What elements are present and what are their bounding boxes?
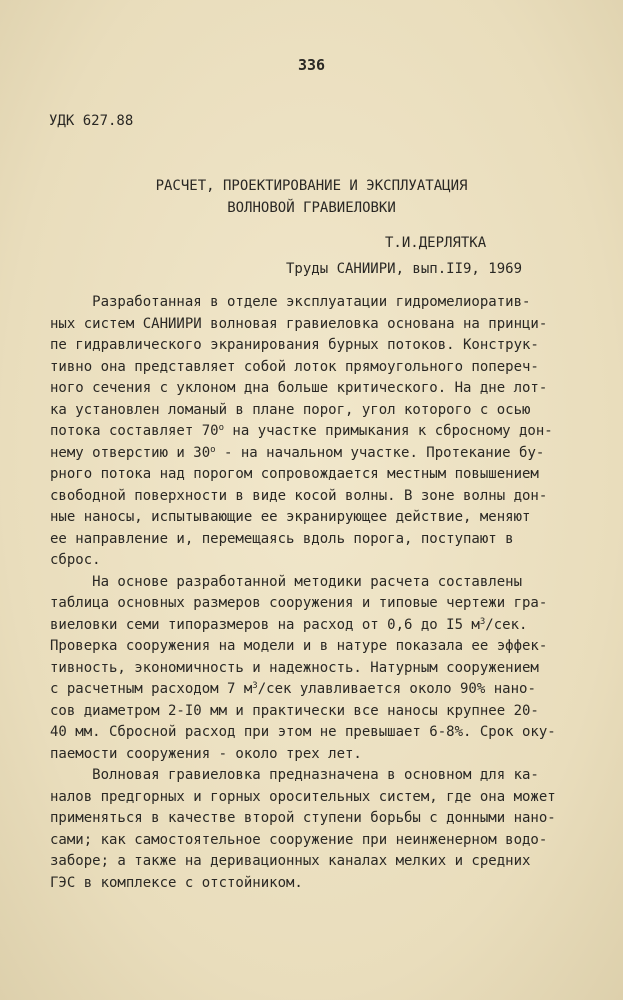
text-line: ные наносы, испытывающие ее экранирующее действие, меняют: [50, 509, 531, 525]
text-fragment: с расчетным расходом 7 м: [50, 681, 253, 697]
text-line: [50, 421, 556, 443]
text-line: сброс.: [50, 552, 101, 568]
text-line: Волновая гравиеловка предназначена в основном для ка-: [50, 767, 539, 783]
text-fragment: /сек.: [485, 616, 528, 633]
text-fragment: потока составляет 70: [50, 423, 219, 439]
text-fragment: виеловки семи типоразмеров на расход от 0,6 до I5 м: [50, 616, 480, 633]
text-line: налов предгорных и горных оросительных систем, где она может: [50, 788, 556, 805]
text-line: Проверка сооружения на модели и в натуре показала ее эффек-: [50, 638, 548, 654]
text-line: рного потока над порогом сопровождается местным повышением: [50, 466, 539, 482]
text-line: ее направление и, перемещаясь вдоль порога, поступают в: [50, 530, 514, 547]
author: Т.И.ДЕРЛЯТКА: [385, 235, 487, 251]
text-line: таблица основных размеров сооружения и типовые чертежи гра-: [50, 595, 548, 611]
cube-sup: 3: [479, 616, 486, 627]
text-line: На основе разработанной методики расчета составлены: [50, 573, 523, 590]
text-line: свободной поверхности в виде косой волны. В зоне волны дон-: [50, 487, 548, 504]
title-line: ВОЛНОВОЙ ГРАВИЕЛОВКИ: [227, 200, 396, 216]
text-line: сов диаметром 2-I0 мм и практически все наносы крупнее 20-: [50, 702, 539, 719]
degree-sup: o: [218, 423, 224, 433]
text-line: сами; как самостоятельное сооружение при неинженерном водо-: [50, 831, 548, 848]
text-line: [50, 443, 556, 465]
text-fragment: /сек улавливается около 90% нано-: [257, 681, 536, 697]
text-fragment: - на начальном участке. Протекание бу-: [215, 444, 545, 461]
text-line: ГЭС в комплексе с отстойником.: [50, 874, 303, 891]
page-number: 336: [297, 56, 326, 74]
article-title: [0, 175, 623, 219]
text-fragment: на участке примыкания к сбросному дон-: [224, 423, 553, 439]
text-line: паемости сооружения - около трех лет.: [50, 745, 362, 762]
text-line: применяться в качестве второй ступени борьбы с донными нано-: [50, 810, 556, 826]
text-line: 40 мм. Сбросной расход при этом не превышает 6-8%. Срок оку-: [50, 724, 556, 740]
udk-code: УДК 627.88: [49, 113, 134, 129]
source-reference: Труды САНИИРИ, вып.II9, 1969: [286, 261, 523, 277]
text-line: ного сечения с уклоном дна больше критического. На дне лот-: [50, 380, 548, 396]
degree-sup: o: [210, 444, 216, 455]
text-line: ка установлен ломаный в плане порог, угол которого с осью: [50, 401, 531, 418]
text-line: тивно она представляет собой лоток прямоугольного попереч-: [50, 358, 539, 375]
cube-sup: 3: [252, 681, 258, 691]
text-line: ных систем САНИИРИ волновая гравиеловка основана на принци-: [50, 315, 548, 332]
text-line: заборе; а также на деривационных каналах мелких и средних: [50, 853, 531, 869]
text-line: [50, 615, 556, 637]
text-line: [50, 679, 556, 701]
body-text: [50, 292, 556, 894]
title-line: РАСЧЕТ, ПРОЕКТИРОВАНИЕ И ЭКСПЛУАТАЦИЯ: [155, 178, 468, 194]
text-line: Разработанная в отделе эксплуатации гидромелиоратив-: [50, 294, 531, 310]
text-fragment: нему отверстию и 30: [50, 444, 211, 461]
text-line: пе гидравлического экранирования бурных потоков. Конструк-: [50, 337, 539, 353]
text-line: тивность, экономичность и надежность. Натурным сооружением: [50, 659, 539, 676]
